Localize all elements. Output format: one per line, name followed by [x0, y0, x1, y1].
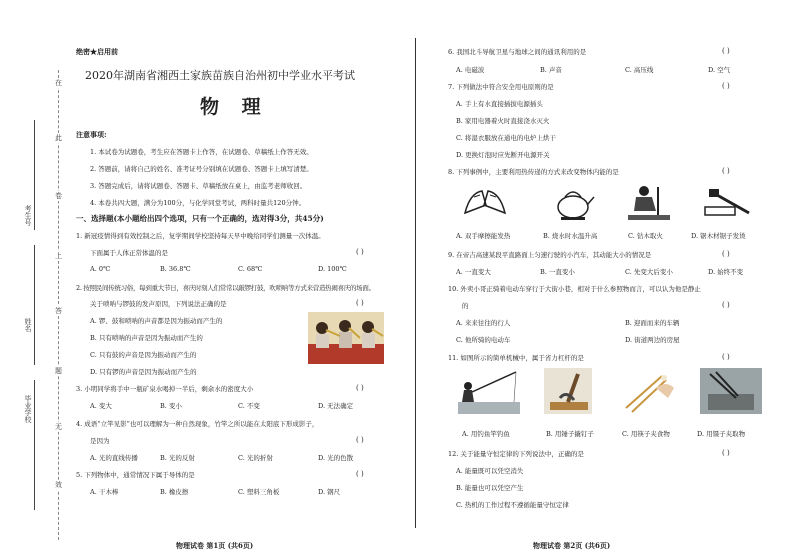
q8-option-d: D. 锯木材锯子发烫 [691, 232, 746, 240]
note-item: 3. 答题完成后，请将试题卷、答题卡、草稿纸放在桌上，由监考老师收回。 [90, 182, 307, 190]
q1-option-b: B. 36.8℃ [160, 265, 191, 273]
q11-option-a: A. 用钓鱼竿钓鱼 [462, 430, 510, 438]
question-8: 8. 下列事例中，主要利用热传递的方式来改变物体内能的是 [448, 168, 619, 176]
q8-option-b: B. 烧水时水温升高 [543, 232, 598, 240]
q5-option-d: D. 钢尺 [318, 488, 341, 496]
binding-margin [0, 0, 70, 560]
question-2: 2. 按照民间传统习俗，每到重大节日，喜庆时刻人们常常以敲锣打鼓，吹唢呐等方式来营造热闹喜庆的场面。 [76, 284, 375, 292]
q8-option-a: A. 双手摩擦能发热 [456, 232, 511, 240]
q7-option-a: A. 手上有水直接插拔电源插头 [456, 100, 543, 108]
q5-option-c: C. 塑料三角板 [238, 488, 280, 496]
q6-option-b: B. 声音 [540, 66, 562, 74]
q4-option-b: B. 光的反射 [160, 454, 195, 462]
page-footer-right: 物理试卷 第2页 (共6页) [533, 541, 611, 550]
q6-option-c: C. 高压线 [625, 66, 654, 74]
q10-option-d: D. 街道两边的房屋 [625, 336, 680, 344]
answer-paren: ( ) [356, 436, 364, 444]
notes-title: 注意事项: [76, 130, 107, 139]
student-id-label: 考生号 [24, 205, 32, 226]
q4-option-a: A. 光的直线传播 [90, 454, 138, 462]
question-5: 5. 下列物体中，通常情况下属于导体的是 [76, 471, 195, 479]
subject-title: 物 理 [200, 96, 269, 118]
q2-option-a: A. 锣、鼓和唢呐的声音都是因为振动而产生的 [90, 317, 223, 325]
q5-option-b: B. 橡皮擦 [160, 488, 189, 496]
school-line [34, 380, 35, 510]
q2-option-c: C. 只有鼓的声音是因为振动而产生的 [90, 351, 197, 359]
q7-option-b: B. 家用电器着火时直接浇水灭火 [456, 117, 550, 125]
q6-option-a: A. 电磁波 [456, 66, 485, 74]
exam-title: 2020年湖南省湘西土家族苗族自治州初中学业水平考试 [85, 69, 355, 82]
q12-option-c: C. 热机的工作过程不遵循能量守恒定律 [456, 501, 569, 509]
q3-option-d: D. 无法确定 [318, 402, 354, 410]
answer-paren: ( ) [722, 353, 730, 361]
question-10-cont: 的 [462, 302, 469, 310]
question-4-cont: 是因为 [90, 437, 110, 445]
q5-option-a: A. 干木棒 [90, 488, 119, 496]
q10-option-c: C. 他所骑的电动车 [456, 336, 511, 344]
page-footer-left: 物理试卷 第1页 (共6页) [176, 541, 254, 550]
answer-paren: ( ) [722, 167, 730, 175]
q9-option-c: C. 先变大后变小 [625, 268, 673, 276]
margin-char: 在 [55, 79, 62, 87]
margin-char: 答 [55, 307, 62, 315]
question-12: 12. 关于能量守恒定律的下列说法中，正确的是 [448, 450, 584, 458]
q7-option-c: C. 将湿衣服放在通电的电炉上烘干 [456, 134, 556, 142]
margin-char: 效 [55, 481, 62, 489]
note-item: 1. 本试卷为试题卷，考生应在答题卡上作答，在试题卷、草稿纸上作答无效。 [90, 148, 313, 156]
answer-paren: ( ) [722, 82, 730, 90]
margin-char: 题 [55, 367, 62, 375]
q9-option-b: B. 一直变小 [540, 268, 575, 276]
q3-option-c: C. 不变 [238, 402, 260, 410]
q11-option-d: D. 用镊子夹取物 [697, 430, 746, 438]
q9-option-d: D. 始终不变 [708, 268, 744, 276]
q1-option-a: A. 0℃ [90, 265, 111, 273]
drilling-wood-fire-image [626, 183, 672, 221]
q3-option-a: A. 变大 [90, 402, 112, 410]
q1-option-d: D. 100℃ [318, 265, 347, 273]
hammer-nail-image [544, 368, 592, 414]
tweezers-image [700, 368, 762, 414]
q9-option-a: A. 一直变大 [456, 268, 491, 276]
answer-paren: ( ) [722, 301, 730, 309]
q8-option-c: C. 钻木取火 [628, 232, 663, 240]
school-label: 毕业学校 [24, 395, 32, 423]
question-9: 9. 在帝吉高速某段平直路面上匀速行驶的小汽车，其动能大小的情况是 [448, 251, 652, 259]
q6-option-d: D. 空气 [708, 66, 731, 74]
student-id-line [34, 120, 35, 230]
section-heading: 一、选择题(本小题给出四个选项，只有一个正确的，选对得3分，共45分) [76, 214, 324, 223]
suona-players-image [308, 312, 384, 364]
note-item: 4. 本卷共四大题，满分为100分，与化学同堂考试，两科时量共120分钟。 [90, 199, 306, 207]
margin-char: 无 [55, 423, 62, 431]
note-item: 2. 答题前，请将自己的姓名、准考证号分别填在试题卷、答题卡上填写清楚。 [90, 165, 313, 173]
q3-option-b: B. 变小 [160, 402, 182, 410]
answer-paren: ( ) [722, 47, 730, 55]
confidential-mark: 绝密★启用前 [76, 47, 118, 56]
question-10: 10. 外卖小哥正骑着电动车穿行于大街小巷，相对于什么参照物而言，可以认为他是静止 [448, 285, 701, 293]
q12-option-b: B. 能量也可以凭空产生 [456, 484, 524, 492]
name-line [34, 245, 35, 365]
margin-char: 此 [55, 134, 62, 142]
answer-paren: ( ) [722, 250, 730, 258]
question-3: 3. 小明同学将手中一瓶矿泉水喝掉一半后，剩余水的密度大小 [76, 385, 254, 393]
question-6: 6. 我国北斗导航卫星与地球之间的通讯利用的是 [448, 48, 587, 56]
q4-option-c: C. 光的折射 [238, 454, 273, 462]
answer-paren: ( ) [356, 248, 364, 256]
sawing-wood-image [703, 183, 753, 221]
margin-char: 卷 [55, 192, 62, 200]
question-11: 11. 如图所示的简单机械中，属于省力杠杆的是 [448, 354, 584, 362]
q11-option-b: B. 用锤子撬钉子 [546, 430, 594, 438]
q2-option-b: B. 只有唢呐的声音是因为振动而产生的 [90, 334, 203, 342]
q10-option-a: A. 来来往往的行人 [456, 319, 511, 327]
question-7: 7. 下列做法中符合安全用电原则的是 [448, 83, 554, 91]
q1-option-c: C. 68℃ [238, 265, 263, 273]
q10-option-b: B. 迎面而来的车辆 [625, 319, 680, 327]
rubbing-hands-image [460, 183, 510, 221]
page-divider [415, 38, 416, 528]
q11-option-c: C. 用筷子夹食物 [622, 430, 670, 438]
name-label: 姓名 [24, 318, 32, 332]
question-1: 1. 新冠疫情得到有效控制之后，复学期间学校坚持每天早中晚给同学们测量一次体温。 [76, 232, 325, 240]
fishing-rod-image [458, 368, 520, 414]
answer-paren: ( ) [722, 449, 730, 457]
question-4: 4. 成语“立竿见影”也可以理解为一种自然现象，竹竿之所以能在太阳底下形成影子， [76, 420, 319, 428]
kettle-image [553, 183, 595, 221]
question-2-cont: 关于唢呐与锣鼓的发声原因，下列说法正确的是 [90, 300, 227, 308]
q4-option-d: D. 光的色散 [318, 454, 354, 462]
q12-option-a: A. 能量既可以凭空消失 [456, 467, 524, 475]
margin-char: 上 [55, 252, 62, 260]
chopsticks-image [622, 368, 680, 414]
q7-option-d: D. 更换灯泡时应先断开电源开关 [456, 151, 550, 159]
answer-paren: ( ) [356, 384, 364, 392]
answer-paren: ( ) [356, 470, 364, 478]
answer-paren: ( ) [356, 299, 364, 307]
q2-option-d: D. 只有锣的声音是因为振动而产生的 [90, 368, 197, 376]
question-1-cont: 下面属于人体正常体温的是 [90, 249, 168, 257]
